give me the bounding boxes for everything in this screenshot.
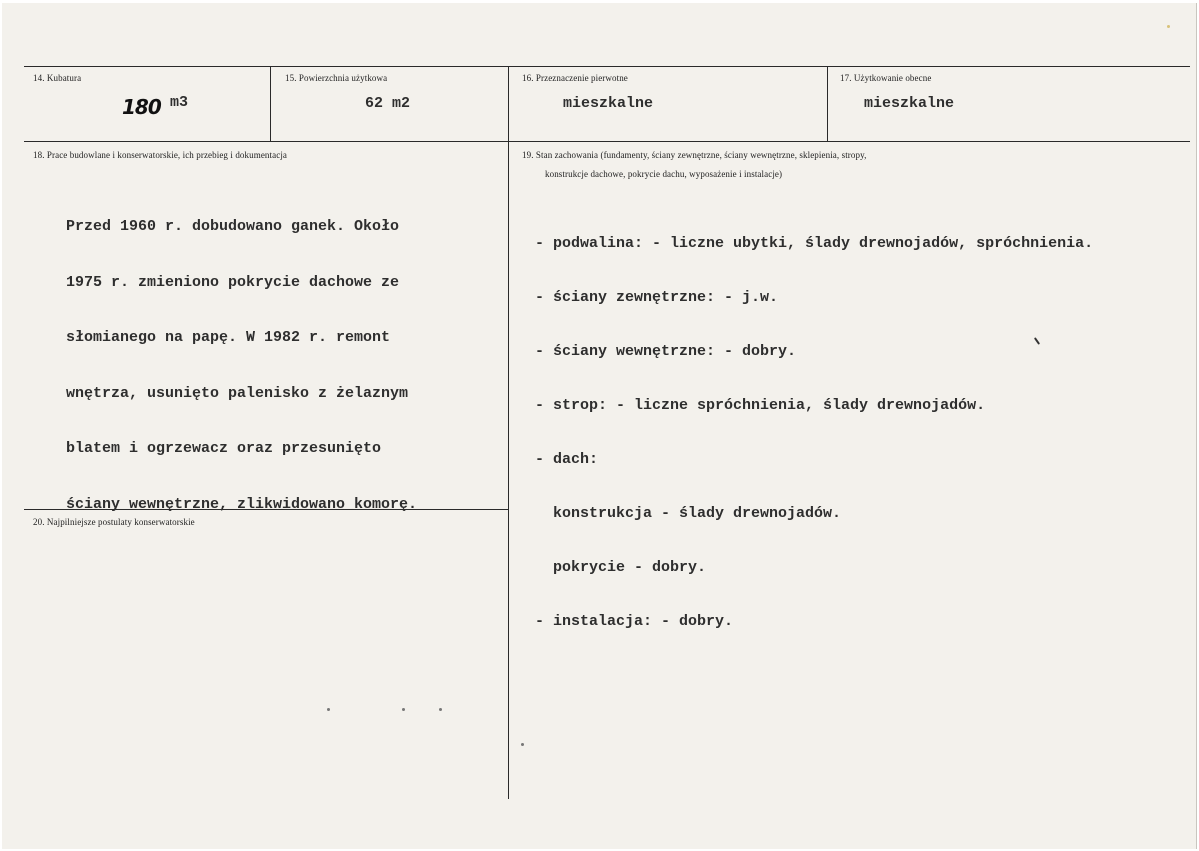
field-15-value: 62 m2 [365,95,411,112]
field-19-text [535,199,1093,667]
field-19-line: - ściany wewnętrzne: - dobry. [535,343,797,360]
field-19-line: - podwalina: - liczne ubytki, ślady drewnojadów, spróchnienia. [535,235,1094,252]
field-19-line: - instalacja: - dobry. [535,613,734,630]
field-14-handwritten-value: 180 [122,95,161,119]
record-card [2,3,1197,849]
field-18-line: blatem i ogrzewacz oraz przesunięto [66,440,382,457]
paper-speck [1167,25,1170,28]
paper-speck [327,708,330,711]
field-19-line: - dach: [535,451,599,468]
field-19-line: pokrycie - dobry. [535,559,707,576]
row1-divider-2 [508,66,509,141]
row1-bottom-rule [24,141,1190,142]
field-17-value: mieszkalne [864,95,955,112]
paper-speck [439,708,442,711]
field-19-line: - strop: - liczne spróchnienia, ślady drewnojadów. [535,397,986,414]
field-19-line: - ściany zewnętrzne: - j.w. [535,289,779,306]
field-16-value: mieszkalne [563,95,654,112]
paper-speck [521,743,524,746]
field-18-text [66,181,417,551]
field-18-line: słomianego na papę. W 1982 r. remont [66,329,391,346]
field-18-line: ściany wewnętrzne, zlikwidowano komorę. [66,495,418,513]
paper-speck [402,708,405,711]
field-14-label: 14. Kubatura [33,73,82,83]
row1-divider-1 [270,66,271,141]
field-18-line: 1975 r. zmieniono pokrycie dachowe ze [66,273,400,291]
field-17-label: 17. Użytkowanie obecne [840,73,932,83]
field-18-line: wnętrza, usunięto palenisko z żelaznym [66,384,409,402]
field-14-unit: m3 [170,94,189,111]
field-19-line: konstrukcja - ślady drewnojadów. [535,505,842,522]
main-vertical-divider [508,141,509,799]
field-20-label: 20. Najpilniejsze postulaty konserwatorskie [33,517,195,527]
field-18-line: Przed 1960 r. dobudowano ganek. Około [66,218,400,235]
top-rule [24,66,1190,67]
field-15-label: 15. Powierzchnia użytkowa [285,73,388,83]
field-19-label-line2: konstrukcje dachowe, pokrycie dachu, wyposażenie i instalacje) [545,169,783,179]
field-19-label-line1: 19. Stan zachowania (fundamenty, ściany zewnętrzne, ściany wewnętrzne, sklepienia, stropy, [522,150,867,160]
field-16-label: 16. Przeznaczenie pierwotne [522,73,628,83]
field-18-label: 18. Prace budowlane i konserwatorskie, ich przebieg i dokumentacja [33,150,288,160]
row1-divider-3 [827,66,828,141]
